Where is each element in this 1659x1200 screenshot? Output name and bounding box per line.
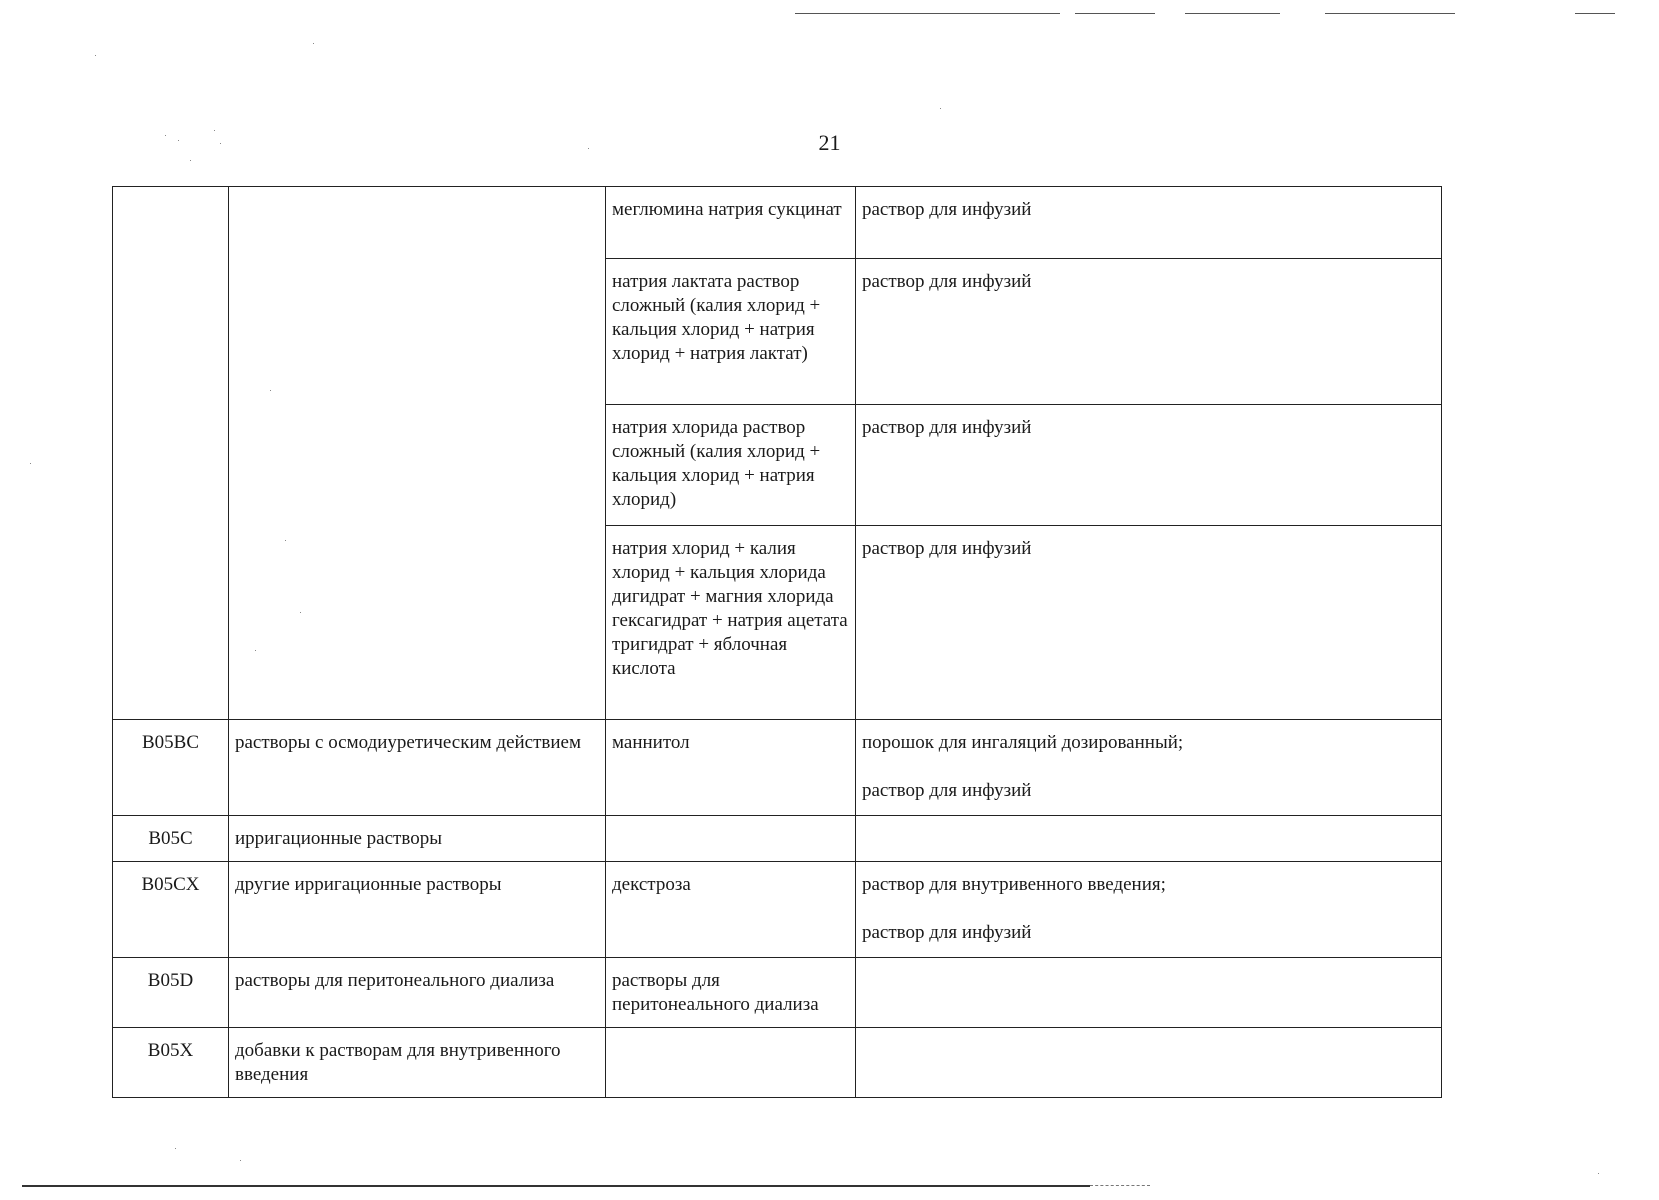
- scan-speck: [175, 1148, 176, 1149]
- atc-code-cell: B05X: [113, 1028, 229, 1098]
- atc-code-cell: [113, 187, 229, 720]
- table-row: [113, 720, 1442, 816]
- dosage-form-text: раствор для инфузий: [862, 199, 1032, 220]
- dosage-form-text: порошок для ингаляций дозированный;: [862, 732, 1184, 753]
- scan-rule: [1575, 13, 1615, 14]
- dosage-form-cell: [856, 816, 1442, 862]
- group-cell: добавки к растворам для внутривенного введения: [229, 1028, 606, 1098]
- scan-speck: [30, 463, 31, 464]
- substance-cell: натрия хлорида раствор сложный (калия хлорид + кальция хлорид + натрия хлорид): [606, 405, 856, 526]
- substance-cell: маннитол: [606, 720, 856, 816]
- substance-cell: натрия лактата раствор сложный (калия хлорид + кальция хлорид + натрия хлорид + натрия лактат): [606, 259, 856, 405]
- dosage-form-text: раствор для внутривенного введения;: [862, 874, 1166, 895]
- substance-cell: [606, 816, 856, 862]
- scan-rule: [1090, 1185, 1150, 1186]
- group-cell: ирригационные растворы: [229, 816, 606, 862]
- table-row: [113, 958, 1442, 1028]
- scan-speck: [190, 160, 191, 161]
- dosage-form-text: раствор для инфузий: [862, 922, 1032, 943]
- form-spacer: [862, 755, 1435, 779]
- atc-code-cell: B05C: [113, 816, 229, 862]
- scan-rule: [22, 1185, 1090, 1187]
- atc-code-cell: B05D: [113, 958, 229, 1028]
- substance-cell: декстроза: [606, 862, 856, 958]
- group-cell: растворы с осмодиуретическим действием: [229, 720, 606, 816]
- dosage-form-cell: [856, 526, 1442, 720]
- scan-rule: [1075, 13, 1155, 14]
- atc-code-cell: B05BC: [113, 720, 229, 816]
- scan-speck: [95, 55, 96, 56]
- substance-cell: натрия хлорид + калия хлорид + кальция хлорида дигидрат + магния хлорида гексагидрат + натрия ацетата тригидрат + яблочная кислота: [606, 526, 856, 720]
- scan-speck: [1598, 1173, 1599, 1174]
- table-row: [113, 1028, 1442, 1098]
- dosage-form-cell: [856, 862, 1442, 958]
- dosage-form-cell: [856, 187, 1442, 259]
- page-number: 21: [818, 130, 841, 155]
- table-row: [113, 187, 1442, 259]
- group-cell: растворы для перитонеального диализа: [229, 958, 606, 1028]
- dosage-form-cell: [856, 720, 1442, 816]
- dosage-form-text: раствор для инфузий: [862, 538, 1032, 559]
- substance-cell: [606, 1028, 856, 1098]
- table-row: [113, 816, 1442, 862]
- form-spacer: [862, 897, 1435, 921]
- scan-speck: [313, 43, 314, 44]
- medication-table: [112, 186, 1442, 1098]
- table-row: [113, 862, 1442, 958]
- dosage-form-cell: [856, 259, 1442, 405]
- atc-code-cell: B05CX: [113, 862, 229, 958]
- scan-rule: [1185, 13, 1280, 14]
- dosage-form-cell: [856, 958, 1442, 1028]
- substance-cell: растворы для перитонеального диализа: [606, 958, 856, 1028]
- group-cell: другие ирригационные растворы: [229, 862, 606, 958]
- substance-cell: меглюмина натрия сукцинат: [606, 187, 856, 259]
- dosage-form-text: раствор для инфузий: [862, 417, 1032, 438]
- scan-speck: [240, 1160, 241, 1161]
- group-cell: [229, 187, 606, 720]
- dosage-form-text: раствор для инфузий: [862, 271, 1032, 292]
- scan-rule: [795, 13, 1060, 14]
- scan-speck: [940, 108, 941, 109]
- dosage-form-cell: [856, 405, 1442, 526]
- dosage-form-cell: [856, 1028, 1442, 1098]
- scan-rule: [1325, 13, 1455, 14]
- dosage-form-text: раствор для инфузий: [862, 780, 1032, 801]
